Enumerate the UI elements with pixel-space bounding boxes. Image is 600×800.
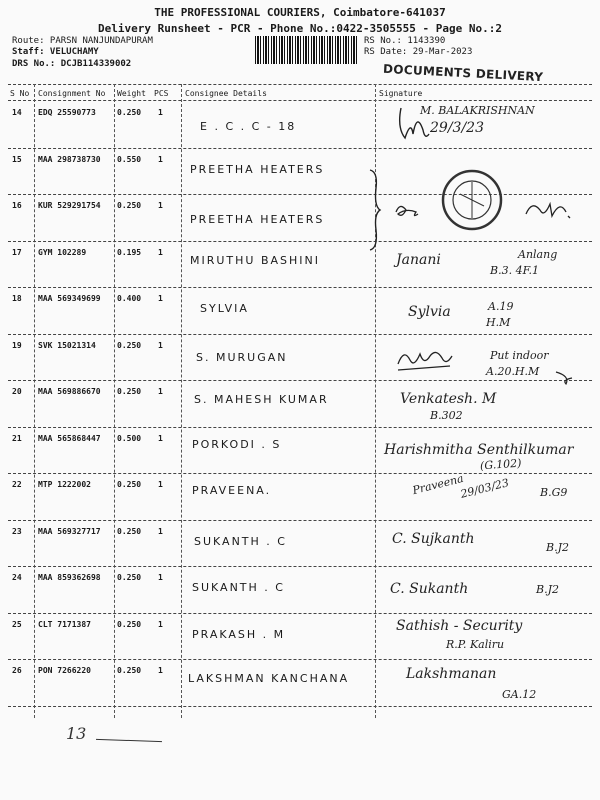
rs-number: RS No.: 1143390 [364, 36, 446, 46]
consignment-number: CLT 7171387 [38, 619, 91, 629]
staff-label: Staff: VELUCHAMY [12, 47, 99, 57]
serial-number: 23 [12, 526, 22, 536]
pieces-count: 1 [158, 480, 163, 489]
serial-number: 15 [12, 154, 22, 164]
handwritten-signature: 29/3/23 [430, 120, 484, 136]
handwritten-signature: Sathish - Security [396, 617, 523, 634]
signature-scribble [395, 104, 431, 144]
brace-mark [368, 168, 382, 252]
handwritten-signature: B.J2 [546, 540, 569, 554]
handwritten-signature: A.20.H.M [486, 364, 540, 378]
column-header-sno: S No [10, 89, 30, 98]
table-row [0, 288, 600, 335]
serial-number: 19 [12, 340, 22, 350]
table-row [0, 381, 600, 428]
handwritten-signature: Sylvia [408, 304, 451, 320]
weight-value: 0.250 [117, 201, 142, 210]
weight-value: 0.550 [117, 154, 142, 164]
consignment-number: MAA 569886670 [38, 387, 101, 396]
signature-scribble [392, 200, 422, 222]
weight-value: 0.400 [117, 294, 142, 303]
weight-value: 0.250 [117, 480, 142, 489]
consignee-name: PORKODI . S [192, 437, 282, 451]
drs-number: DRS No.: DCJB114339002 [12, 59, 132, 69]
signature-scribble [522, 196, 574, 222]
handwritten-signature: H.M [486, 316, 511, 329]
documents-delivery-stamp: DOCUMENTS DELIVERY [382, 61, 544, 85]
handwritten-signature: Venkatesh. M [400, 391, 497, 407]
serial-number: 16 [12, 201, 22, 210]
rs-date: RS Date: 29-Mar-2023 [364, 47, 473, 57]
row-divider [8, 706, 592, 707]
header-rule-top [8, 84, 592, 85]
route-label: Route: PARSN NANJUNDAPURAM [12, 36, 153, 46]
consignee-name: MIRUTHU BASHINI [190, 253, 321, 267]
serial-number: 26 [12, 666, 22, 675]
serial-number: 14 [12, 108, 22, 117]
company-seal [440, 168, 504, 232]
consignment-number: SVK 15021314 [38, 340, 96, 350]
consignee-name: SYLVIA [200, 302, 249, 315]
consignment-number: MAA 859362698 [38, 573, 101, 582]
column-header-consignment: Consignment No [38, 89, 106, 98]
tally-count: 13 [66, 724, 87, 743]
handwritten-signature: B.J2 [536, 583, 559, 596]
consignment-number: GYM 102289 [38, 247, 87, 257]
weight-value: 0.500 [117, 433, 142, 443]
table-row [0, 242, 600, 289]
consignee-name: PRAVEENA. [192, 484, 272, 497]
weight-value: 0.250 [117, 340, 142, 350]
table-row [0, 521, 600, 568]
consignee-name: LAKSHMAN KANCHANA [188, 672, 350, 685]
consignee-name: E . C . C - 18 [200, 120, 297, 133]
weight-value: 0.250 [117, 573, 142, 582]
handwritten-signature: A.19 [488, 300, 514, 313]
handwritten-signature: R.P. Kaliru [446, 637, 505, 651]
weight-value: 0.250 [117, 526, 142, 536]
title-line-2: Delivery Runsheet - PCR - Phone No.:0422-3505555 - Page No.:2 [98, 22, 502, 35]
consignee-name: PRAKASH . M [192, 627, 286, 641]
table-row [0, 567, 600, 614]
handwritten-signature: B.302 [430, 409, 463, 422]
weight-value: 0.250 [117, 666, 142, 675]
table-row [0, 335, 600, 382]
column-header-details: Consignee Details [185, 89, 267, 98]
handwritten-signature: Harishmitha Senthilkumar [384, 441, 574, 458]
consignment-number: KUR 529291754 [38, 201, 101, 210]
consignment-number: MTP 1222002 [38, 480, 91, 489]
handwritten-signature: Praveena [411, 471, 465, 498]
table-row [0, 428, 600, 475]
consignee-name: SUKANTH . C [194, 534, 287, 548]
barcode [255, 36, 359, 64]
consignment-number: PON 7266220 [38, 666, 91, 675]
serial-number: 25 [12, 619, 22, 629]
consignee-name: SUKANTH . C [192, 581, 285, 594]
header-rule-bottom [8, 100, 592, 101]
weight-value: 0.250 [117, 387, 142, 396]
pieces-count: 1 [158, 433, 163, 443]
signature-scribble [554, 370, 574, 386]
weight-value: 0.250 [117, 619, 142, 629]
weight-value: 0.195 [117, 247, 142, 257]
serial-number: 17 [12, 247, 22, 257]
pieces-count: 1 [158, 619, 163, 629]
pieces-count: 1 [158, 108, 163, 117]
table-row [0, 102, 600, 149]
consignment-number: MAA 298738730 [38, 154, 101, 164]
consignee-name: PREETHA HEATERS [190, 162, 325, 176]
pieces-count: 1 [158, 526, 163, 536]
weight-value: 0.250 [117, 108, 142, 117]
handwritten-signature: B.3. 4F.1 [490, 263, 539, 277]
pieces-count: 1 [158, 573, 163, 582]
serial-number: 20 [12, 387, 22, 396]
handwritten-signature: B.G9 [540, 486, 568, 499]
table-row [0, 614, 600, 661]
serial-number: 21 [12, 433, 22, 443]
consignment-number: MAA 569349699 [38, 294, 101, 303]
handwritten-signature: 29/03/23 [459, 476, 511, 501]
serial-number: 24 [12, 573, 22, 582]
handwritten-signature: Anlang [518, 247, 558, 261]
handwritten-signature: Janani [396, 251, 441, 268]
handwritten-signature: C. Sujkanth [392, 530, 475, 547]
column-header-weight: Weight [117, 89, 146, 98]
pieces-count: 1 [158, 154, 163, 164]
table-row [0, 149, 600, 196]
consignee-name: PREETHA HEATERS [190, 213, 325, 226]
pieces-count: 1 [158, 294, 163, 303]
pieces-count: 1 [158, 340, 163, 350]
handwritten-signature: C. Sukanth [390, 581, 469, 597]
handwritten-signature: M. BALAKRISHNAN [420, 104, 535, 117]
table-row [0, 471, 600, 521]
handwritten-signature: (G.102) [479, 456, 522, 472]
consignee-name: S. MAHESH KUMAR [194, 393, 329, 406]
handwritten-signature: Put indoor [490, 348, 549, 362]
table-row [0, 660, 600, 707]
consignment-number: EDQ 25590773 [38, 108, 96, 117]
signature-scribble [394, 344, 456, 372]
handwritten-signature: Lakshmanan [406, 666, 497, 682]
pieces-count: 1 [158, 387, 163, 396]
serial-number: 22 [12, 480, 22, 489]
pieces-count: 1 [158, 247, 163, 257]
title-line-1: THE PROFESSIONAL COURIERS, Coimbatore-641037 [154, 6, 446, 19]
consignment-number: MAA 569327717 [38, 526, 101, 536]
consignment-number: MAA 565868447 [38, 433, 101, 443]
pieces-count: 1 [158, 201, 163, 210]
consignee-name: S. MURUGAN [196, 350, 288, 364]
tally-underline [96, 739, 162, 742]
column-header-pcs: PCS [154, 89, 169, 98]
handwritten-signature: GA.12 [502, 688, 537, 701]
table-row [0, 195, 600, 242]
serial-number: 18 [12, 294, 22, 303]
column-header-signature: Signature [379, 89, 423, 98]
pieces-count: 1 [158, 666, 163, 675]
